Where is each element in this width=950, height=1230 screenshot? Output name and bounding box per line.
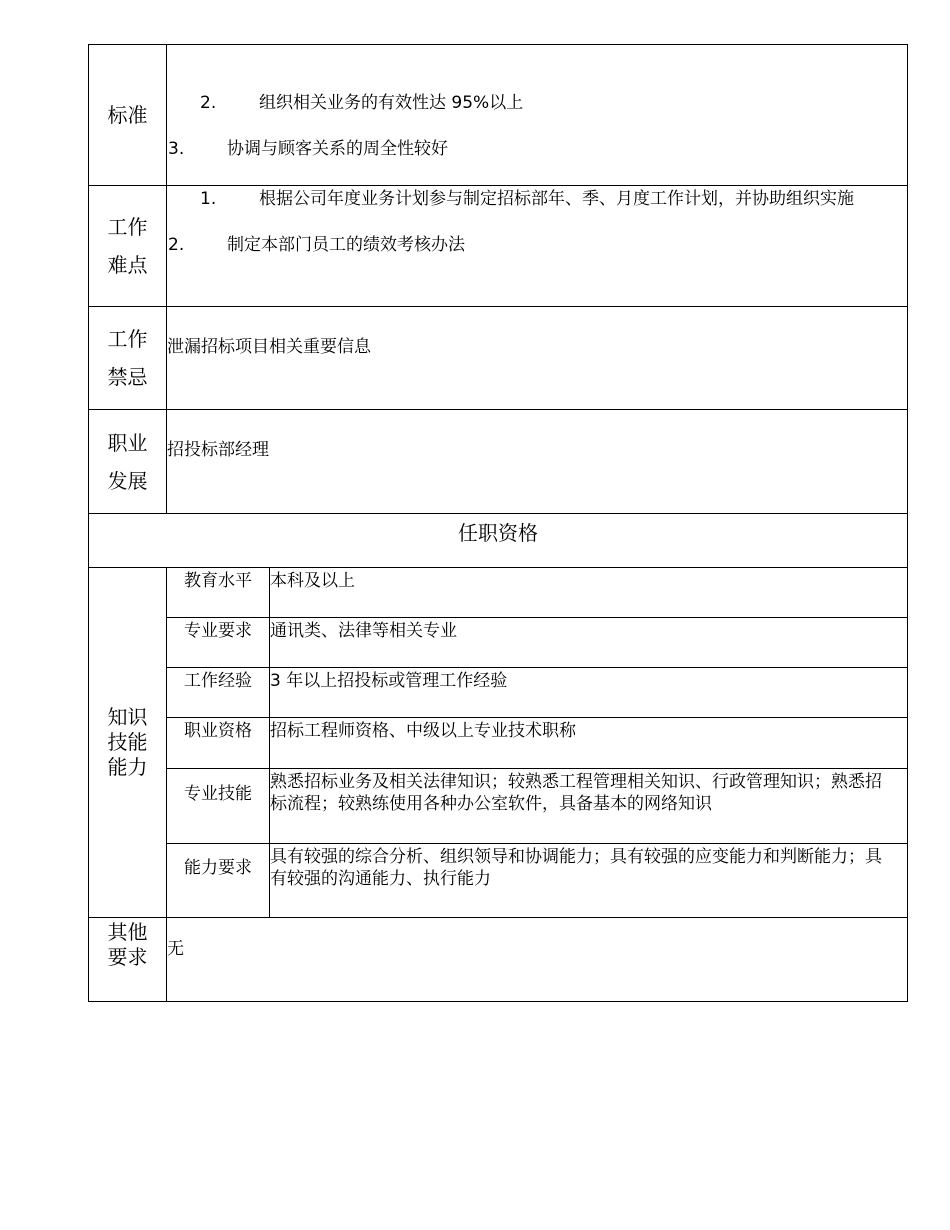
qual-label — [167, 618, 270, 668]
qual-value — [270, 568, 908, 618]
other-label — [89, 918, 167, 1002]
qual-row-education — [89, 568, 908, 618]
qual-row-ability — [89, 844, 908, 918]
job-spec-table — [88, 44, 908, 1002]
difficulty-content — [167, 186, 908, 307]
other-row — [89, 918, 908, 1002]
qual-value — [270, 718, 908, 769]
qual-label — [167, 844, 270, 918]
list-text: 协调与顾客关系的周全性较好 — [227, 139, 448, 159]
qual-row-major — [89, 618, 908, 668]
group-label-line3: 能力 — [107, 755, 148, 779]
group-label-line1: 知识 — [107, 705, 148, 729]
list-number: 2. — [200, 93, 217, 113]
qual-value — [270, 668, 908, 718]
qualification-title-row — [89, 514, 908, 568]
qual-row-experience — [89, 668, 908, 718]
qual-label-text: 职业资格 — [184, 721, 252, 741]
other-label-line2: 要求 — [107, 945, 148, 969]
qual-value — [270, 844, 908, 918]
other-label-line1: 其他 — [107, 920, 148, 944]
difficulty-label-line2: 难点 — [107, 253, 148, 277]
standard-label-text: 标准 — [107, 103, 148, 127]
qual-label — [167, 718, 270, 769]
difficulty-label — [89, 186, 167, 307]
group-label-line2: 技能 — [107, 730, 148, 754]
taboo-text: 泄漏招标项目相关重要信息 — [167, 337, 371, 357]
taboo-label — [89, 307, 167, 410]
list-number: 3. — [168, 139, 185, 159]
career-content — [167, 410, 908, 514]
standard-item-3 — [167, 114, 907, 160]
qual-value-text: 招标工程师资格、中级以上专业技术职称 — [270, 721, 576, 741]
taboo-row — [89, 307, 908, 410]
standard-row — [89, 45, 908, 186]
qual-label-text: 工作经验 — [184, 671, 252, 691]
qualification-title — [89, 514, 908, 568]
list-number: 1. — [200, 189, 217, 209]
career-label-line2: 发展 — [107, 468, 148, 493]
difficulty-item-2 — [167, 210, 907, 256]
other-text: 无 — [167, 939, 184, 959]
taboo-label-line1: 工作 — [107, 327, 148, 351]
qual-value — [270, 769, 908, 844]
list-text: 根据公司年度业务计划参与制定招标部年、季、月度工作计划，并协助组织实施 — [259, 189, 854, 209]
qual-value-text: 具有较强的综合分析、组织领导和协调能力；具有较强的应变能力和判断能力；具有较强的沟通能力、执行能力 — [270, 847, 882, 889]
qual-row-skills — [89, 769, 908, 844]
qual-value-text: 本科及以上 — [270, 571, 355, 591]
standard-content — [167, 45, 908, 186]
qualification-group-label — [89, 568, 167, 918]
other-content — [167, 918, 908, 1002]
qual-label — [167, 769, 270, 844]
career-row — [89, 410, 908, 514]
qual-row-certification — [89, 718, 908, 769]
list-text: 组织相关业务的有效性达 95%以上 — [259, 93, 524, 113]
qual-label-text: 专业要求 — [184, 621, 252, 641]
career-label — [89, 410, 167, 514]
list-number: 2. — [168, 235, 185, 255]
qual-label — [167, 568, 270, 618]
standard-label — [89, 45, 167, 186]
qual-value — [270, 618, 908, 668]
career-text: 招投标部经理 — [167, 440, 269, 460]
list-text: 制定本部门员工的绩效考核办法 — [227, 235, 465, 255]
qual-label — [167, 668, 270, 718]
qual-value-text: 3 年以上招投标或管理工作经验 — [270, 671, 508, 691]
qualification-title-text: 任职资格 — [458, 521, 538, 545]
taboo-label-line2: 禁忌 — [107, 365, 148, 389]
career-label-line1: 职业 — [107, 430, 148, 455]
taboo-content — [167, 307, 908, 410]
difficulty-label-line1: 工作 — [107, 215, 148, 239]
standard-item-2 — [167, 45, 907, 114]
qual-label-text: 教育水平 — [184, 571, 252, 591]
difficulty-item-1 — [167, 186, 907, 210]
qual-label-text: 专业技能 — [184, 784, 252, 804]
qual-label-text: 能力要求 — [184, 858, 252, 878]
qual-value-text: 熟悉招标业务及相关法律知识；较熟悉工程管理相关知识、行政管理知识；熟悉招标流程；较熟练使用各种办公室软件，具备基本的网络知识 — [270, 772, 882, 814]
difficulty-row — [89, 186, 908, 307]
qual-value-text: 通讯类、法律等相关专业 — [270, 621, 457, 641]
